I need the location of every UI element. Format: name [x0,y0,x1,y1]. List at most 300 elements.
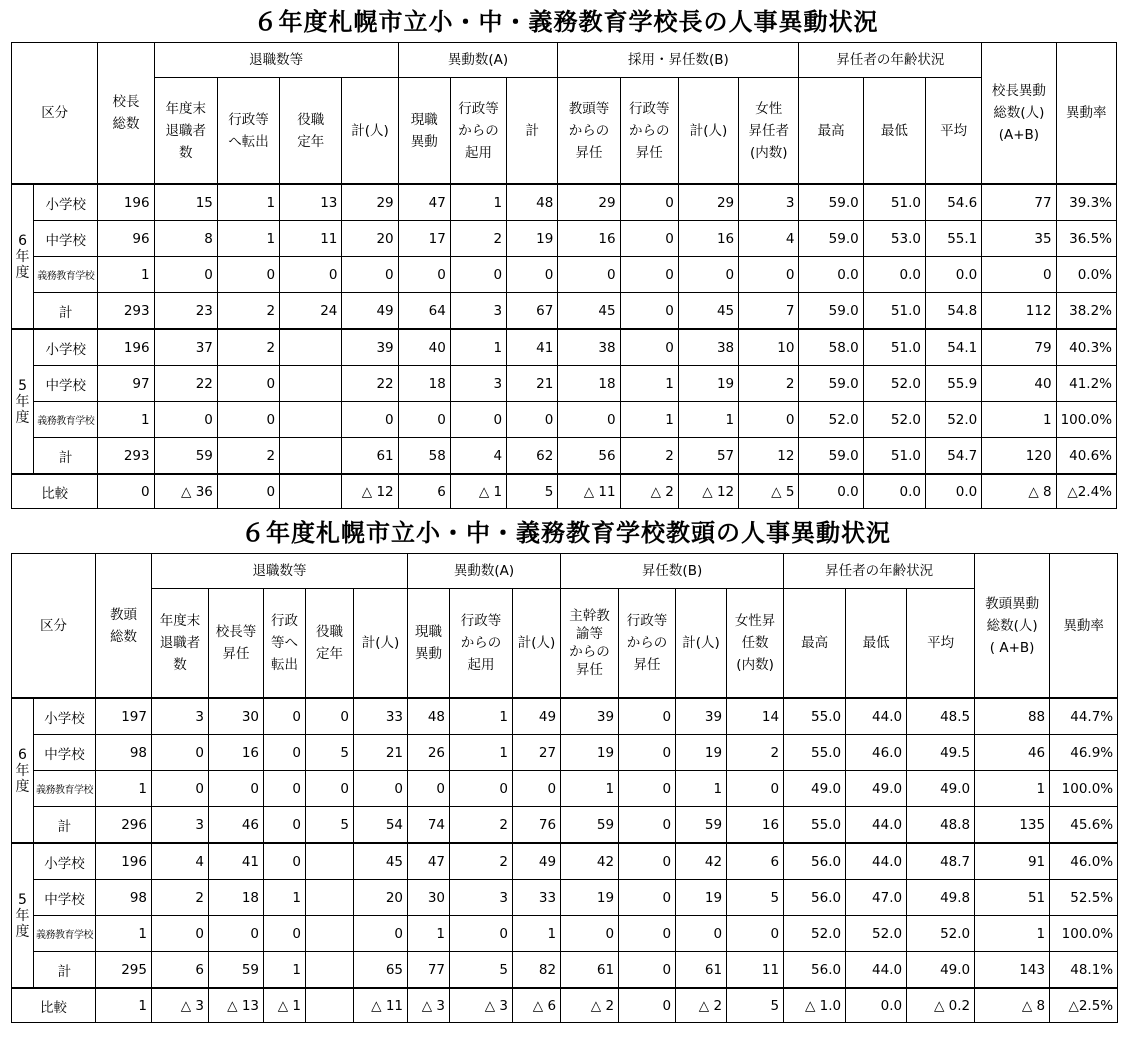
table-cell: 33 [513,880,561,916]
table-cell: 1 [96,916,152,952]
table-cell: 1 [676,771,727,807]
table-cell [306,916,354,952]
table-cell: 19 [676,735,727,771]
table-cell [280,402,342,438]
age-col-header: 最高 [799,78,863,185]
table-cell: 0 [98,474,154,509]
table-row [12,952,1118,989]
row-label: 中学校 [34,880,96,916]
table-cell: 295 [96,952,152,989]
table-cell: 0 [507,257,558,293]
table-cell: 10 [739,329,799,366]
table-cell: 0 [619,843,676,880]
table-cell: 1 [96,988,152,1023]
table-cell: 7 [739,293,799,330]
table-cell: △ 2 [561,988,619,1023]
table-cell: 42 [676,843,727,880]
table-cell: 56.0 [784,952,846,989]
row-label: 小学校 [34,698,96,735]
table-cell: 27 [513,735,561,771]
table-cell: 54.8 [925,293,981,330]
table-cell: 48 [507,184,558,221]
table-row [12,735,1118,771]
move-col-header: 現職 異動 [408,589,450,699]
row-label: 計 [34,438,98,475]
table-cell: 0 [619,880,676,916]
table-cell: 0 [450,257,506,293]
vice-principal-personnel-table [11,553,1118,1023]
hire-col-header: 行政等 からの 昇任 [619,589,676,699]
table-cell: 0 [152,771,209,807]
table-cell: 59 [209,952,264,989]
table-cell: 0 [306,698,354,735]
table-cell: 0 [619,735,676,771]
table-cell: 0 [619,916,676,952]
table-row [12,843,1118,880]
table-cell: 23 [154,293,217,330]
table-cell: 26 [408,735,450,771]
table-cell: 0 [306,771,354,807]
table-cell: 0 [342,257,398,293]
table-cell: 0 [398,402,450,438]
table-cell: 5 [450,952,513,989]
table-cell: 16 [727,807,784,844]
table-cell: 45.6% [1050,807,1118,844]
table-cell: 14 [727,698,784,735]
table-cell: 5 [306,735,354,771]
table-row [12,184,1117,221]
table-row [12,916,1118,952]
table-cell: 62 [507,438,558,475]
table-cell: △ 3 [408,988,450,1023]
table-cell: 54.1 [925,329,981,366]
table-cell: 52.0 [863,402,925,438]
age-col-header: 最高 [784,589,846,699]
table-cell: 22 [154,366,217,402]
table-cell: 2 [217,438,279,475]
table-cell: 55.1 [925,221,981,257]
table-cell: △ 5 [739,474,799,509]
table-cell: 2 [450,807,513,844]
table-cell: 47.0 [846,880,907,916]
table-cell: 58 [398,438,450,475]
row-label: 義務教育学校 [34,916,96,952]
table-cell: 0 [507,402,558,438]
table-cell: 59.0 [799,293,863,330]
retire-col-header: 年度末 退職者 数 [154,78,217,185]
table-cell: 61 [676,952,727,989]
table-cell: 4 [739,221,799,257]
table-cell: 18 [209,880,264,916]
table-cell: 33 [354,698,408,735]
table-cell: 16 [558,221,620,257]
table-cell: 3 [152,698,209,735]
table-cell: 55.0 [784,807,846,844]
table-cell: 5 [306,807,354,844]
table-cell: 1 [450,698,513,735]
kubun-header: 区分 [12,554,96,699]
table-cell: 98 [96,880,152,916]
table-cell: 13 [280,184,342,221]
table-cell: 0 [620,257,678,293]
table-cell: 16 [678,221,738,257]
retire-col-header: 役職 定年 [306,589,354,699]
table-cell: 8 [154,221,217,257]
table-cell: 19 [507,221,558,257]
table-cell: 0 [619,952,676,989]
move-col-header: 行政等 からの 起用 [450,589,513,699]
table-cell: 49.0 [907,952,975,989]
table-cell: 22 [342,366,398,402]
table-cell: 0 [217,402,279,438]
row-label: 小学校 [34,843,96,880]
table-cell: 1 [620,402,678,438]
retire-col-header: 校長等 昇任 [209,589,264,699]
table-cell: 56 [558,438,620,475]
table-cell: 3 [450,293,506,330]
age-col-header: 最低 [846,589,907,699]
table-cell [306,880,354,916]
age-col-header: 最低 [863,78,925,185]
retire-group-header: 退職数等 [152,554,408,589]
year-label: 5 年 度 [12,843,34,988]
table-cell: 17 [398,221,450,257]
table-cell: 0 [739,257,799,293]
table-cell: 197 [96,698,152,735]
hire-col-header: 行政等 からの 昇任 [620,78,678,185]
compare-label: 比較 [12,474,98,509]
rate-header: 異動率 [1056,43,1116,185]
hire-group-header: 昇任数(B) [561,554,784,589]
table-cell: 0.0 [799,474,863,509]
move-col-header: 計 [507,78,558,185]
table-cell: △ 1 [264,988,306,1023]
table-cell: 51 [975,880,1050,916]
table-row [12,438,1117,475]
table-cell: 52.0 [925,402,981,438]
table-cell: 40 [398,329,450,366]
table-cell: 5 [727,880,784,916]
table-cell: 46 [975,735,1050,771]
table-cell: △ 13 [209,988,264,1023]
table-cell: 0 [619,698,676,735]
table-cell: 96 [98,221,154,257]
table-cell: 2 [727,735,784,771]
table-cell: 49 [513,698,561,735]
table-cell: 79 [982,329,1056,366]
table-cell: 293 [98,438,154,475]
table-cell: 21 [354,735,408,771]
table-cell: 98 [96,735,152,771]
table-cell: 2 [217,293,279,330]
table-cell: 56.0 [784,843,846,880]
table-cell: 0 [619,771,676,807]
table-cell: 0 [619,988,676,1023]
table-cell: 1 [98,402,154,438]
table-cell: △ 2 [676,988,727,1023]
table-cell: 0 [727,916,784,952]
table-cell: 3 [450,880,513,916]
table-cell: 20 [354,880,408,916]
table-cell: 0 [209,771,264,807]
table-cell: 196 [96,843,152,880]
table-cell: 49.0 [784,771,846,807]
table-cell: 49 [513,843,561,880]
table-cell: 0 [154,257,217,293]
table-cell: 0 [152,735,209,771]
table-row [12,698,1118,735]
table-cell: △ 1.0 [784,988,846,1023]
table-cell: 0 [620,329,678,366]
table-cell: 19 [676,880,727,916]
table-cell: 36.5% [1056,221,1116,257]
table-cell: 35 [982,221,1056,257]
table-cell: 49.5 [907,735,975,771]
table-cell: 0 [264,807,306,844]
year-label: 6 年 度 [12,698,34,843]
table-cell: 5 [727,988,784,1023]
move-col-header: 行政等 からの 起用 [450,78,506,185]
table-cell: 64 [398,293,450,330]
table-cell [306,988,354,1023]
table-cell: 48.8 [907,807,975,844]
hire-col-header: 計(人) [678,78,738,185]
table-cell: 51.0 [863,184,925,221]
table-cell: 59 [154,438,217,475]
table-cell: 1 [561,771,619,807]
table-cell: 1 [264,880,306,916]
vp-total-header: 教頭 総数 [96,554,152,699]
table-cell: 0 [558,402,620,438]
table-cell: 97 [98,366,154,402]
table-cell: 11 [280,221,342,257]
table-cell: 77 [408,952,450,989]
table-cell: 21 [507,366,558,402]
table-cell: 1 [217,184,279,221]
table-cell: 55.9 [925,366,981,402]
table-cell: 0.0 [799,257,863,293]
table-cell: 53.0 [863,221,925,257]
table-cell: 44.7% [1050,698,1118,735]
age-col-header: 平均 [907,589,975,699]
table-cell: 0 [217,474,279,509]
table-cell: 0 [450,916,513,952]
table-cell: 82 [513,952,561,989]
table-cell: 24 [280,293,342,330]
table-cell: 54 [354,807,408,844]
table-cell: 2 [450,221,506,257]
table-cell: 52.0 [784,916,846,952]
table-cell: 120 [982,438,1056,475]
table-cell: 0.0 [846,988,907,1023]
table-cell: 58.0 [799,329,863,366]
table-cell: 3 [152,807,209,844]
table-cell: 2 [450,843,513,880]
table-cell: 16 [209,735,264,771]
table-cell [306,952,354,989]
table-cell: △ 2 [620,474,678,509]
year-label: 5 年 度 [12,329,34,474]
table-cell: 6 [152,952,209,989]
table-cell: 0 [264,916,306,952]
table-cell: 5 [507,474,558,509]
table-cell: 100.0% [1056,402,1116,438]
table-cell: 1 [450,184,506,221]
table-cell [280,366,342,402]
table-cell: 52.0 [846,916,907,952]
table-cell: 2 [620,438,678,475]
table-cell: 0 [620,184,678,221]
compare-label: 比較 [12,988,96,1023]
table-cell: 59 [676,807,727,844]
sum-total-header: 教頭異動 総数(人) ( A+B) [975,554,1050,699]
table-cell: 45 [354,843,408,880]
table-row [12,293,1117,330]
row-label: 義務教育学校 [34,402,98,438]
table-cell: 18 [558,366,620,402]
table-cell: 1 [264,952,306,989]
table-cell: 2 [152,880,209,916]
table-cell: 67 [507,293,558,330]
age-group-header: 昇任者の年齢状況 [784,554,975,589]
table-cell: 1 [975,916,1050,952]
age-group-header: 昇任者の年齢状況 [799,43,982,78]
table-cell: 0.0% [1056,257,1116,293]
table-cell: 6 [727,843,784,880]
table-cell: 52.0 [799,402,863,438]
table-cell: 0 [264,698,306,735]
table-cell: 0 [619,807,676,844]
row-label: 義務教育学校 [34,257,98,293]
table-row [12,366,1117,402]
retire-col-header: 役職 定年 [280,78,342,185]
table-cell: 40 [982,366,1056,402]
table-cell: 11 [727,952,784,989]
hire-col-header: 教頭等 からの 昇任 [558,78,620,185]
table-cell: 1 [678,402,738,438]
table-cell: 100.0% [1050,916,1118,952]
table-cell: △ 8 [982,474,1056,509]
table-cell: 0 [354,916,408,952]
table-cell: 51.0 [863,293,925,330]
table-row [12,771,1118,807]
table-cell: 0 [209,916,264,952]
table-cell: 0.0 [925,257,981,293]
table-cell: 293 [98,293,154,330]
table-cell: 46 [209,807,264,844]
table-cell: △ 12 [342,474,398,509]
table-cell: 88 [975,698,1050,735]
table-cell: 44.0 [846,952,907,989]
table-cell: 39.3% [1056,184,1116,221]
table-cell: 38.2% [1056,293,1116,330]
table-cell: 3 [450,366,506,402]
row-label: 中学校 [34,221,98,257]
table-cell: 18 [398,366,450,402]
table-cell: 30 [209,698,264,735]
table-row [12,329,1117,366]
table-cell: 0 [676,916,727,952]
table-cell: 0 [264,771,306,807]
table-cell: 1 [975,771,1050,807]
table-cell: 0 [450,771,513,807]
table-cell: 0 [982,257,1056,293]
retire-group-header: 退職数等 [154,43,398,78]
table-cell: 1 [217,221,279,257]
hire-group-header: 採用・昇任数(B) [558,43,799,78]
table-cell: 29 [678,184,738,221]
move-col-header: 計(人) [513,589,561,699]
table-cell: 0 [280,257,342,293]
table-cell: 46.9% [1050,735,1118,771]
table-cell: 46.0% [1050,843,1118,880]
table-cell: △ 6 [513,988,561,1023]
table-cell: 46.0 [846,735,907,771]
table-cell: 1 [450,329,506,366]
move-group-header: 異動数(A) [408,554,561,589]
table-cell: △ 36 [154,474,217,509]
table-cell: 20 [342,221,398,257]
table-cell: 0 [561,916,619,952]
row-label: 計 [34,807,96,844]
table-cell: 0 [513,771,561,807]
table-cell: 0.0 [863,257,925,293]
table-cell: 30 [408,880,450,916]
table-cell: 0 [264,843,306,880]
table-cell: 41 [209,843,264,880]
table-cell: 0 [398,257,450,293]
table-cell: △ 11 [354,988,408,1023]
table-cell: 52.5% [1050,880,1118,916]
table-cell: 56.0 [784,880,846,916]
table-cell: 0 [152,916,209,952]
hire-col-header: 女性昇 任数 (内数) [727,589,784,699]
table-cell: 0 [727,771,784,807]
table-cell: 61 [342,438,398,475]
table-cell: 0 [620,293,678,330]
move-group-header: 異動数(A) [398,43,558,78]
rate-header: 異動率 [1050,554,1118,699]
retire-col-header: 行政等 へ転出 [217,78,279,185]
table-cell: 49.0 [846,771,907,807]
table-cell: △ 11 [558,474,620,509]
table-cell: 143 [975,952,1050,989]
compare-row [12,474,1117,509]
retire-col-header: 計(人) [342,78,398,185]
table-cell: 1 [96,771,152,807]
table-cell: 0 [408,771,450,807]
table-cell: 77 [982,184,1056,221]
table-cell: 1 [98,257,154,293]
table-cell: 55.0 [784,735,846,771]
row-label: 中学校 [34,735,96,771]
table-cell: 0 [264,735,306,771]
table-cell: 47 [408,843,450,880]
table-cell: 0 [154,402,217,438]
table-cell: 40.6% [1056,438,1116,475]
table-cell: 91 [975,843,1050,880]
row-label: 小学校 [34,329,98,366]
table-cell: △ 0.2 [907,988,975,1023]
table-cell: 0 [558,257,620,293]
table-cell: 74 [408,807,450,844]
kubun-header: 区分 [12,43,98,185]
table-cell: 0 [354,771,408,807]
table-cell [280,438,342,475]
table-cell [280,474,342,509]
table-cell: 29 [342,184,398,221]
hire-col-header: 計(人) [676,589,727,699]
